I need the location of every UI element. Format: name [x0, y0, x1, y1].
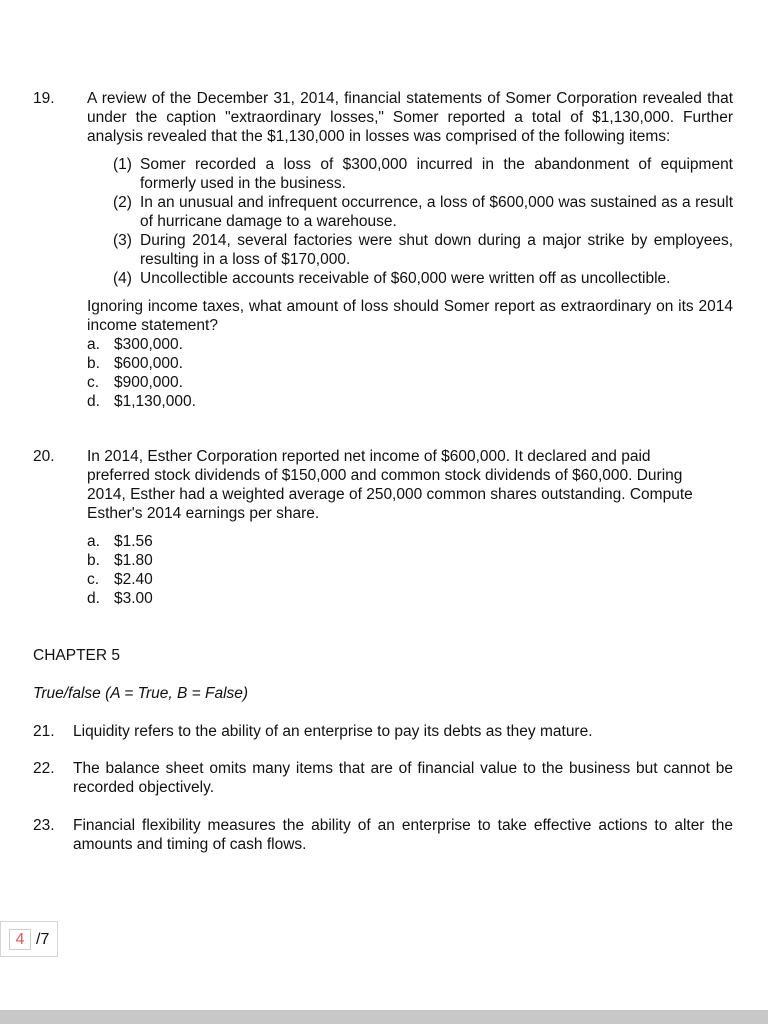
option-letter: b.	[87, 355, 100, 372]
answer-option-c	[87, 570, 733, 589]
answer-option-b	[87, 354, 733, 373]
option-letter: a.	[87, 533, 100, 550]
option-value: $2.40	[114, 571, 153, 588]
question-number: 21.	[33, 723, 55, 740]
true-false-heading: True/false (A = True, B = False)	[33, 685, 249, 702]
question-text-line: preferred stock dividends of $150,000 and common stock dividends of $60,000. During	[87, 467, 683, 484]
question-text: Financial flexibility measures the ability of an enterprise to take effective actions to alter the amounts and timing of cash flows.	[73, 817, 733, 853]
question-number: 23.	[33, 817, 55, 834]
list-item	[113, 269, 733, 288]
answer-option-d	[87, 392, 733, 411]
question-19	[33, 89, 733, 411]
option-letter: c.	[87, 571, 100, 588]
question-text	[87, 447, 733, 523]
question-text-line: Esther's 2014 earnings per share.	[87, 505, 320, 522]
answer-option-b	[87, 551, 733, 570]
item-text: In an unusual and infrequent occurrence, a loss of $600,000 was sustained as a result of hurricane damage to a warehouse.	[140, 194, 733, 230]
list-item	[113, 155, 733, 193]
question-number: 22.	[33, 760, 55, 777]
option-value: $1.56	[114, 533, 153, 550]
option-value: $600,000.	[114, 355, 183, 372]
item-number: (4)	[113, 270, 132, 287]
question-number: 20.	[33, 448, 55, 465]
question-text-line: 2014, Esther had a weighted average of 250,000 common shares outstanding. Compute	[87, 486, 693, 503]
list-item	[113, 193, 733, 231]
question-21	[33, 722, 733, 741]
loss-items-list	[113, 155, 733, 288]
item-text: Uncollectible accounts receivable of $60,000 were written off as uncollectible.	[140, 270, 671, 287]
horizontal-scrollbar[interactable]	[0, 1010, 768, 1024]
item-number: (1)	[113, 156, 132, 173]
answer-option-c	[87, 373, 733, 392]
answer-option-a	[87, 532, 733, 551]
option-letter: b.	[87, 552, 100, 569]
item-text: Somer recorded a loss of $300,000 incurred in the abandonment of equipment formerly used in the business.	[140, 156, 733, 192]
question-body	[87, 447, 733, 608]
current-page-input[interactable]: 4	[9, 929, 31, 950]
question-intro: A review of the December 31, 2014, financial statements of Somer Corporation revealed that under the caption "extraordinary losses," Somer reported a total of $1,130,000. Further analysis revealed that the $1,130,000 in losses was comprised of the following items:	[87, 90, 733, 145]
option-value: $300,000.	[114, 336, 183, 353]
answer-options	[87, 532, 733, 608]
option-letter: c.	[87, 374, 100, 391]
item-text: During 2014, several factories were shut down during a major strike by employees, resulting in a loss of $170,000.	[140, 232, 733, 268]
question-20	[33, 447, 733, 608]
question-prompt: Ignoring income taxes, what amount of loss should Somer report as extraordinary on its 2014 income statement?	[87, 298, 733, 334]
list-item	[113, 231, 733, 269]
option-letter: a.	[87, 336, 100, 353]
question-number: 19.	[33, 90, 55, 107]
question-22	[33, 759, 733, 797]
option-letter: d.	[87, 393, 100, 410]
question-text: Liquidity refers to the ability of an enterprise to pay its debts as they mature.	[73, 723, 593, 740]
option-value: $1,130,000.	[114, 393, 196, 410]
question-23	[33, 816, 733, 854]
option-value: $900,000.	[114, 374, 183, 391]
chapter-heading: CHAPTER 5	[33, 647, 120, 664]
answer-option-a	[87, 335, 733, 354]
question-text-line: In 2014, Esther Corporation reported net income of $600,000. It declared and paid	[87, 448, 651, 465]
option-value: $3.00	[114, 590, 153, 607]
page-indicator[interactable]	[0, 921, 58, 957]
question-body	[87, 89, 733, 411]
question-text: The balance sheet omits many items that are of financial value to the business but cannot be recorded objectively.	[73, 760, 733, 796]
option-value: $1.80	[114, 552, 153, 569]
answer-options	[87, 335, 733, 411]
option-letter: d.	[87, 590, 100, 607]
total-pages: /7	[36, 931, 50, 948]
item-number: (3)	[113, 232, 132, 249]
item-number: (2)	[113, 194, 132, 211]
answer-option-d	[87, 589, 733, 608]
